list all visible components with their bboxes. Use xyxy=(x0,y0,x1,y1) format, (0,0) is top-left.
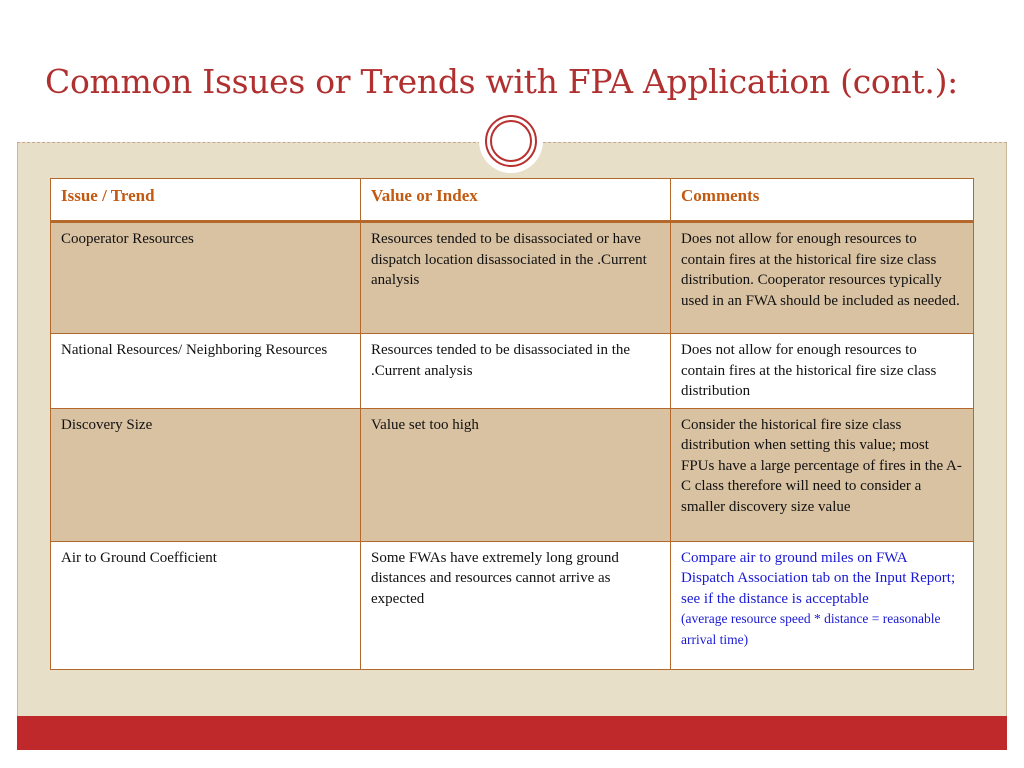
table-row xyxy=(51,408,974,541)
comments-text: Compare air to ground miles on FWA Dispatch Association tab on the Input Report; see if the distance is acceptable xyxy=(681,549,956,607)
cell-issue: Discovery Size xyxy=(51,408,361,541)
cell-comments: Consider the historical fire size class distribution when setting this value; most FPUs have a large percentage of fires in the A-C class therefore will need to consider a smaller discovery size value xyxy=(671,408,974,541)
cell-comments: Does not allow for enough resources to contain fires at the historical fire size class distribution xyxy=(671,334,974,409)
bottom-accent-bar xyxy=(17,716,1007,750)
cell-comments: Does not allow for enough resources to contain fires at the historical fire size class distribution. Cooperator resources typically used in an FWA should be included as needed. xyxy=(671,222,974,334)
header-issue-trend: Issue / Trend xyxy=(51,179,361,222)
cell-issue: National Resources/ Neighboring Resources xyxy=(51,334,361,409)
cell-value: Value set too high xyxy=(361,408,671,541)
comments-note: (average resource speed * distance = reasonable arrival time) xyxy=(681,611,941,647)
header-value-index: Value or Index xyxy=(361,179,671,222)
issues-table xyxy=(50,178,974,670)
cell-value: Resources tended to be disassociated in the .Current analysis xyxy=(361,334,671,409)
table-row xyxy=(51,334,974,409)
table-header-row xyxy=(51,179,974,222)
cell-issue: Air to Ground Coefficient xyxy=(51,541,361,669)
table-row xyxy=(51,541,974,669)
slide-title: Common Issues or Trends with FPA Application (cont.): xyxy=(45,62,958,101)
emblem-inner-ring xyxy=(490,120,532,162)
cell-value: Resources tended to be disassociated or have dispatch location disassociated in the .Current analysis xyxy=(361,222,671,334)
cell-comments xyxy=(671,541,974,669)
table-row xyxy=(51,222,974,334)
cell-value: Some FWAs have extremely long ground distances and resources cannot arrive as expected xyxy=(361,541,671,669)
cell-issue: Cooperator Resources xyxy=(51,222,361,334)
header-comments: Comments xyxy=(671,179,974,222)
